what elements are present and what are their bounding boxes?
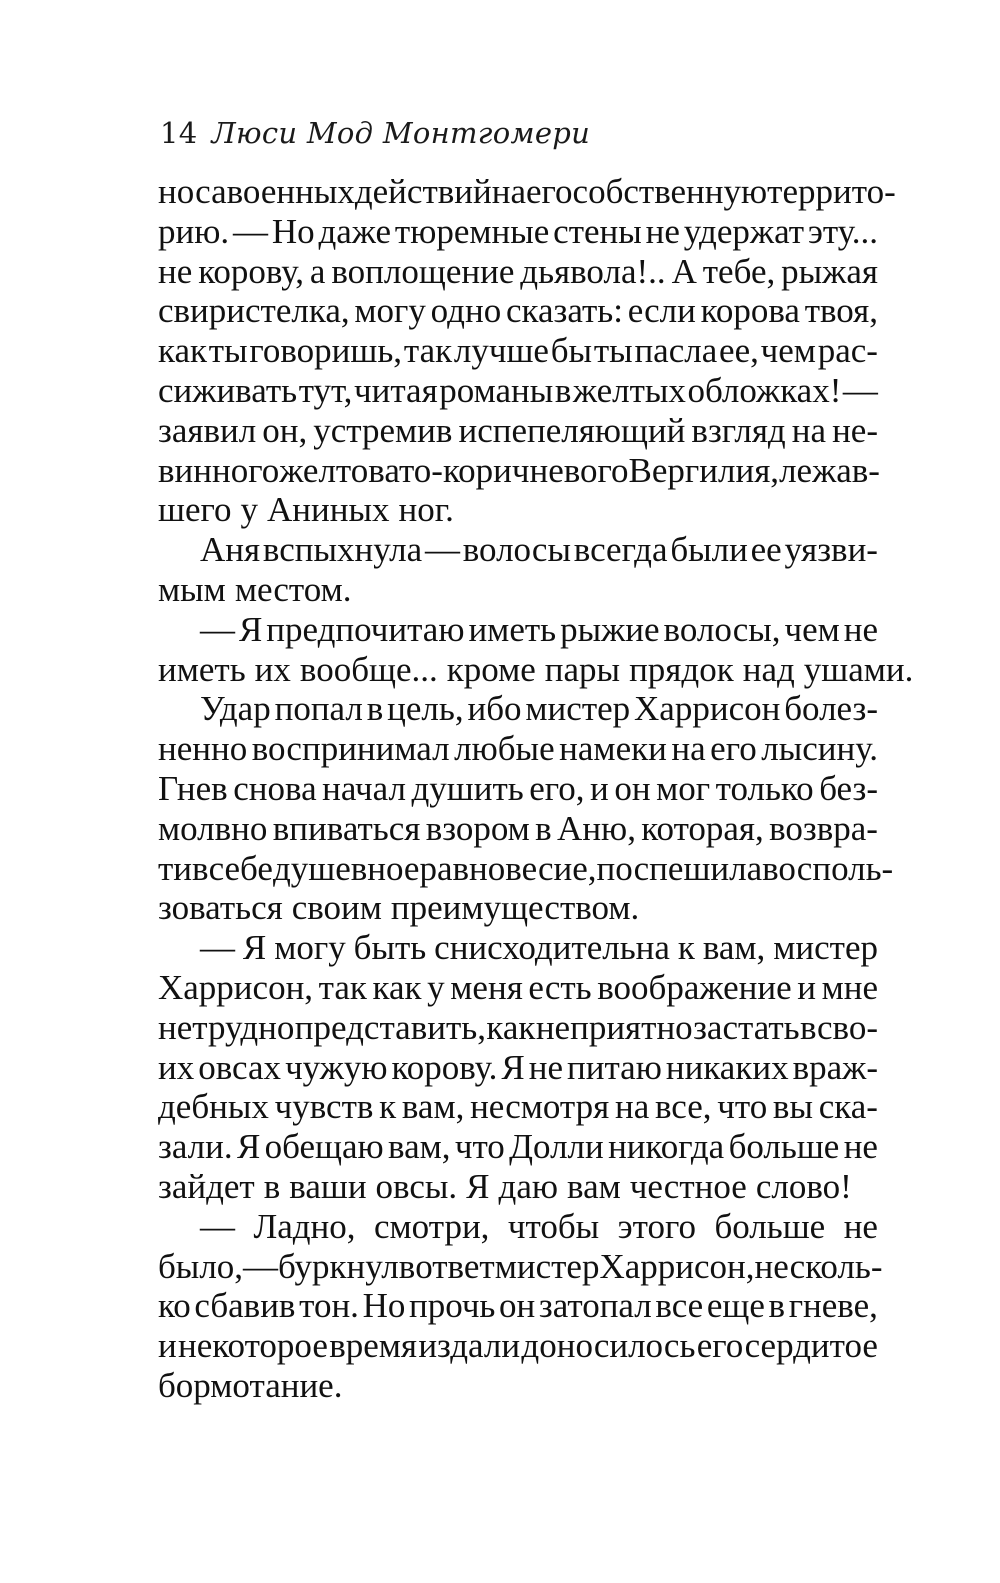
text-line: нетрудно представить, как неприятно застать в сво- bbox=[158, 1007, 878, 1047]
text-line: бормотание. bbox=[158, 1365, 343, 1405]
text-line: тив себе душевное равновесие, поспешила восполь- bbox=[158, 848, 894, 888]
text-line: носа военных действий на его собственную террито- bbox=[158, 172, 896, 211]
text-line: Аня вспыхнула — волосы всегда были ее уязви- bbox=[200, 530, 878, 570]
text-line: зали. Я обещаю вам, что Долли никогда больше не bbox=[158, 1127, 878, 1167]
text-line: ненно воспринимал любые намеки на его лысину. bbox=[158, 729, 878, 769]
text-line: Удар попал в цель, ибо мистер Харрисон болез- bbox=[200, 689, 878, 729]
text-line: Гнев снова начал душить его, и он мог только без- bbox=[158, 768, 878, 808]
text-line: сиживать тут, читая романы в желтых обложках! — bbox=[158, 370, 878, 410]
text-line: шего у Аниных ног. bbox=[158, 490, 454, 530]
text-line: — Я предпочитаю иметь рыжие волосы, чем не bbox=[200, 609, 878, 649]
text-line: рию. — Но даже тюремные стены не удержат эту... bbox=[158, 211, 878, 251]
text-line: винного желтовато-коричневого Вергилия, лежав- bbox=[158, 450, 880, 490]
text-line: мым местом. bbox=[158, 569, 352, 609]
text-line: не корову, а воплощение дьявола!.. А тебе, рыжая bbox=[158, 251, 878, 291]
body-text bbox=[158, 172, 914, 1406]
running-head bbox=[160, 116, 590, 150]
text-line: их овсах чужую корову. Я не питаю никаких враж- bbox=[158, 1047, 878, 1087]
text-line: заявил он, устремив испепеляющий взгляд на не- bbox=[158, 410, 878, 450]
text-line: — Я могу быть снисходительна к вам, мистер bbox=[200, 928, 878, 968]
text-line: зоваться своим преимуществом. bbox=[158, 888, 640, 928]
text-line: и некоторое время издали доносилось его сердитое bbox=[158, 1326, 878, 1366]
text-line: как ты говоришь, так лучше бы ты пасла ее, чем рас- bbox=[158, 331, 878, 371]
text-line: ко сбавив тон. Но прочь он затопал все еще в гневе, bbox=[158, 1286, 878, 1326]
text-line: зайдет в ваши овсы. Я даю вам честное слово! bbox=[158, 1166, 852, 1206]
text-line: Харрисон, так как у меня есть воображение и мне bbox=[158, 967, 878, 1007]
text-line: дебных чувств к вам, несмотря на все, что вы ска- bbox=[158, 1087, 878, 1127]
text-line: иметь их вообще... кроме пары прядок над ушами. bbox=[158, 649, 914, 689]
text-line: — Ладно, смотри, чтобы этого больше не bbox=[200, 1206, 878, 1246]
running-title: Люси Мод Монтгомери bbox=[211, 116, 591, 150]
text-line: молвно впиваться взором в Аню, которая, возвра- bbox=[158, 808, 878, 848]
text-line: свиристелка, могу одно сказать: если корова твоя, bbox=[158, 291, 878, 331]
text-line: было, — буркнул в ответ мистер Харрисон, несколь- bbox=[158, 1246, 883, 1286]
page-number: 14 bbox=[160, 116, 198, 150]
